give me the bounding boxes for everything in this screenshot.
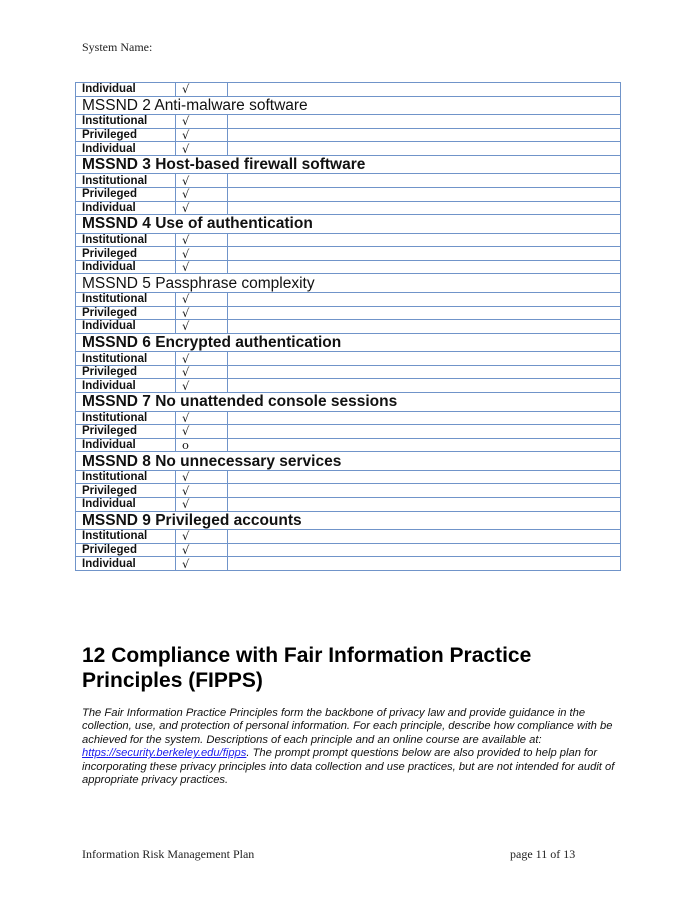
system-name-label: System Name:	[82, 40, 153, 54]
table-row	[76, 379, 621, 393]
notes-cell[interactable]	[228, 411, 621, 425]
notes-cell[interactable]	[228, 306, 621, 320]
level-cell: Privileged	[76, 543, 176, 557]
compliance-mark-cell: √	[176, 201, 228, 215]
notes-cell[interactable]	[228, 142, 621, 156]
notes-cell[interactable]	[228, 233, 621, 247]
compliance-mark-cell: √	[176, 530, 228, 544]
section-title: MSSND 6 Encrypted authentication	[76, 333, 621, 352]
compliance-mark-cell: √	[176, 365, 228, 379]
notes-cell[interactable]	[228, 115, 621, 129]
notes-cell[interactable]	[228, 543, 621, 557]
section-title: MSSND 3 Host-based firewall software	[76, 155, 621, 174]
notes-cell[interactable]	[228, 187, 621, 201]
section-header-row	[76, 511, 621, 530]
section-header-row	[76, 452, 621, 471]
section-title: MSSND 4 Use of authentication	[76, 215, 621, 234]
level-cell: Institutional	[76, 470, 176, 484]
footer-page-number: page 11 of 13	[510, 847, 576, 861]
notes-cell[interactable]	[228, 320, 621, 334]
compliance-mark-cell: √	[176, 484, 228, 498]
compliance-mark-cell: √	[176, 470, 228, 484]
level-cell: Privileged	[76, 187, 176, 201]
level-cell: Individual	[76, 83, 176, 97]
table-row	[76, 352, 621, 366]
level-cell: Institutional	[76, 292, 176, 306]
table-row	[76, 543, 621, 557]
section-title: MSSND 9 Privileged accounts	[76, 511, 621, 530]
notes-cell[interactable]	[228, 83, 621, 97]
compliance-mark-cell: √	[176, 352, 228, 366]
notes-cell[interactable]	[228, 530, 621, 544]
footer-document-title: Information Risk Management Plan	[82, 847, 255, 861]
notes-cell[interactable]	[228, 365, 621, 379]
level-cell: Institutional	[76, 530, 176, 544]
level-cell: Individual	[76, 379, 176, 393]
table-row	[76, 306, 621, 320]
compliance-mark-cell: √	[176, 306, 228, 320]
table-row	[76, 83, 621, 97]
section-header-row	[76, 333, 621, 352]
level-cell: Individual	[76, 201, 176, 215]
compliance-mark-cell: √	[176, 320, 228, 334]
compliance-mark-cell: √	[176, 115, 228, 129]
compliance-mark-cell: √	[176, 497, 228, 511]
level-cell: Privileged	[76, 425, 176, 439]
notes-cell[interactable]	[228, 128, 621, 142]
notes-cell[interactable]	[228, 174, 621, 188]
table-row	[76, 128, 621, 142]
compliance-mark-cell: √	[176, 174, 228, 188]
level-cell: Privileged	[76, 306, 176, 320]
compliance-mark-cell: √	[176, 142, 228, 156]
level-cell: Individual	[76, 557, 176, 571]
notes-cell[interactable]	[228, 292, 621, 306]
compliance-mark-cell: √	[176, 543, 228, 557]
table-row	[76, 438, 621, 452]
level-cell: Individual	[76, 142, 176, 156]
notes-cell[interactable]	[228, 201, 621, 215]
compliance-mark-cell: o	[176, 438, 228, 452]
compliance-mark-cell: √	[176, 83, 228, 97]
notes-cell[interactable]	[228, 352, 621, 366]
level-cell: Individual	[76, 438, 176, 452]
intro-text-before-link: The Fair Information Practice Principles form the backbone of privacy law and provide guidance in the collection, use, and protection of personal information. For each principle, describe how compliance with be achieved for the system. Descriptions of each principle and an online course are available at:	[82, 707, 613, 746]
table-row	[76, 411, 621, 425]
level-cell: Institutional	[76, 233, 176, 247]
table-row	[76, 187, 621, 201]
section-heading: 12 Compliance with Fair Information Practice Principles (FIPPS)	[82, 644, 532, 692]
table-row	[76, 365, 621, 379]
compliance-mark-cell: √	[176, 187, 228, 201]
level-cell: Privileged	[76, 128, 176, 142]
level-cell: Privileged	[76, 484, 176, 498]
section-title: MSSND 7 No unattended console sessions	[76, 393, 621, 412]
notes-cell[interactable]	[228, 557, 621, 571]
section-title: MSSND 8 No unnecessary services	[76, 452, 621, 471]
notes-cell[interactable]	[228, 379, 621, 393]
compliance-mark-cell: √	[176, 260, 228, 274]
compliance-mark-cell: √	[176, 247, 228, 261]
section-title: MSSND 2 Anti-malware software	[76, 96, 621, 115]
level-cell: Individual	[76, 320, 176, 334]
table-row	[76, 174, 621, 188]
intro-paragraph	[82, 707, 622, 787]
fipps-link[interactable]: https://security.berkeley.edu/fipps	[82, 747, 247, 760]
level-cell: Institutional	[76, 115, 176, 129]
notes-cell[interactable]	[228, 484, 621, 498]
section-header-row	[76, 393, 621, 412]
compliance-mark-cell: √	[176, 128, 228, 142]
level-cell: Privileged	[76, 365, 176, 379]
table-row	[76, 233, 621, 247]
compliance-mark-cell: √	[176, 292, 228, 306]
compliance-mark-cell: √	[176, 379, 228, 393]
intro-text-after-link: . The prompt prompt questions below are also provided to help plan for incorporating these privacy principles into data collection and use practices, but are not intended for audit of appropriate privacy practices.	[82, 747, 615, 787]
table-row	[76, 497, 621, 511]
section-header-row	[76, 215, 621, 234]
table-row	[76, 484, 621, 498]
notes-cell[interactable]	[228, 425, 621, 439]
table-row	[76, 320, 621, 334]
section-header-row	[76, 96, 621, 115]
level-cell: Institutional	[76, 411, 176, 425]
section-header-row	[76, 155, 621, 174]
compliance-mark-cell: √	[176, 557, 228, 571]
table-row	[76, 530, 621, 544]
table-row	[76, 557, 621, 571]
table-row	[76, 201, 621, 215]
table-row	[76, 247, 621, 261]
notes-cell[interactable]	[228, 497, 621, 511]
compliance-mark-cell: √	[176, 233, 228, 247]
table-row	[76, 115, 621, 129]
level-cell: Privileged	[76, 247, 176, 261]
level-cell: Individual	[76, 497, 176, 511]
level-cell: Institutional	[76, 352, 176, 366]
notes-cell[interactable]	[228, 470, 621, 484]
notes-cell[interactable]	[228, 247, 621, 261]
control-compliance-table	[75, 82, 621, 571]
compliance-mark-cell: √	[176, 411, 228, 425]
table-row	[76, 142, 621, 156]
compliance-mark-cell: √	[176, 425, 228, 439]
notes-cell[interactable]	[228, 260, 621, 274]
table-row	[76, 425, 621, 439]
notes-cell[interactable]	[228, 438, 621, 452]
table-row	[76, 470, 621, 484]
table-row	[76, 292, 621, 306]
level-cell: Individual	[76, 260, 176, 274]
level-cell: Institutional	[76, 174, 176, 188]
section-title: MSSND 5 Passphrase complexity	[76, 274, 621, 293]
section-header-row	[76, 274, 621, 293]
table-row	[76, 260, 621, 274]
